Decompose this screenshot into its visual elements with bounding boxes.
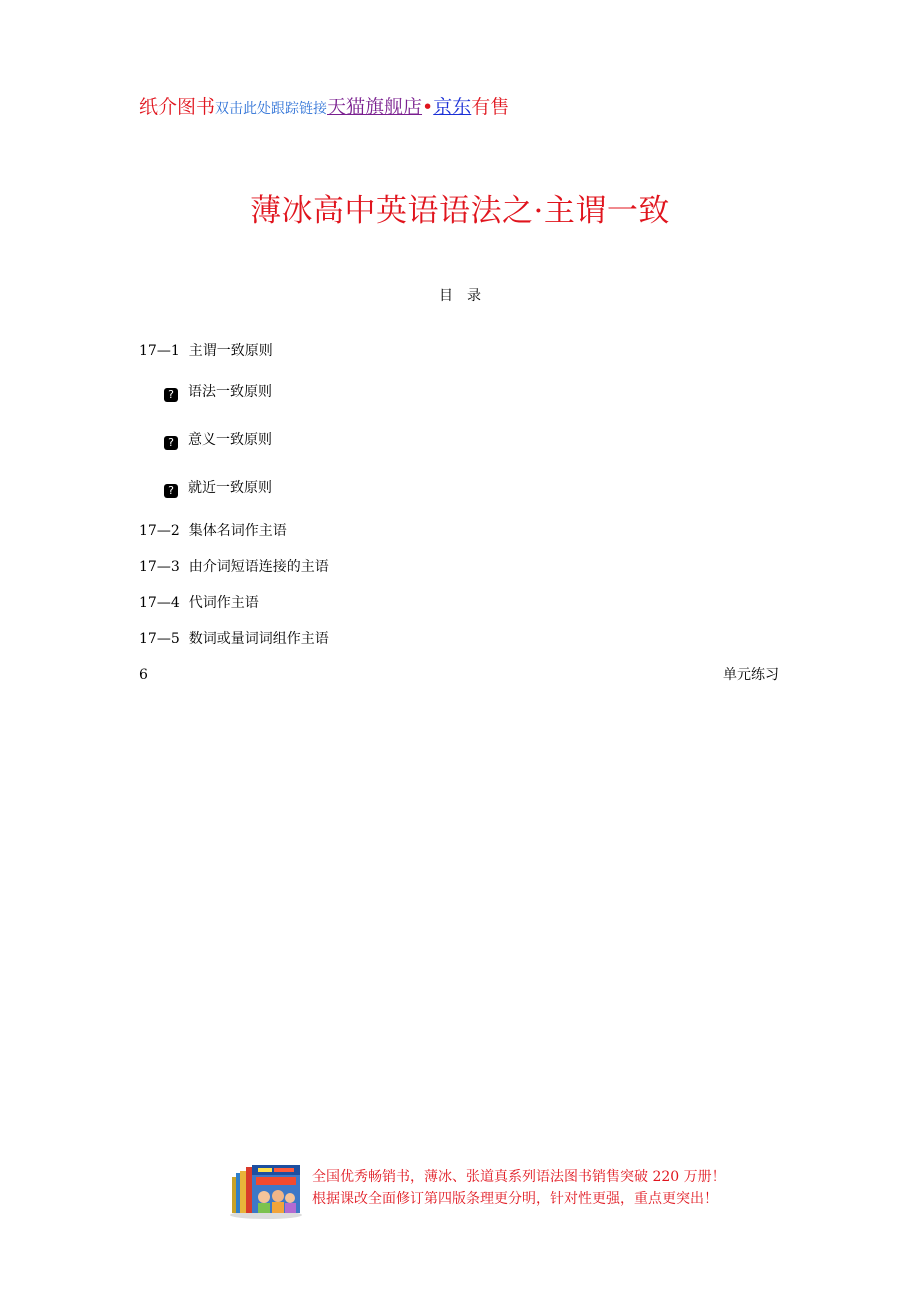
promo-line (139, 94, 509, 122)
toc-subitem-label: 意义一致原则 (188, 432, 272, 448)
jd-store-link[interactable]: 京东 (433, 96, 472, 118)
toc-item-number: 17—2 (139, 523, 180, 539)
toc-heading: 目 录 (439, 288, 481, 304)
toc-item-label: 集体名词作主语 (188, 523, 287, 539)
toc-item-label: 主谓一致原则 (188, 343, 273, 359)
toc-item[interactable] (139, 557, 329, 577)
toc-item-label: 数词或量词词组作主语 (188, 631, 329, 647)
footer-ad-text (312, 1166, 726, 1210)
unit-exercise-number[interactable]: 6 (139, 667, 148, 683)
toc-item-number: 17—5 (139, 631, 180, 647)
toc-subitem[interactable] (164, 430, 272, 450)
toc-subitem-label: 语法一致原则 (188, 384, 272, 400)
bullet-icon: ? (164, 436, 178, 450)
toc-item[interactable] (139, 629, 329, 649)
toc-item-label: 代词作主语 (188, 595, 259, 611)
promo-on-sale: 有售 (471, 96, 510, 118)
footer-ad-line-1: 全国优秀畅销书，薄冰、张道真系列语法图书销售突破 220 万册！ (312, 1169, 726, 1185)
bullet-icon: ? (164, 484, 178, 498)
tmall-store-link[interactable]: 天猫旗舰店 (327, 96, 423, 118)
promo-separator-dot: • (422, 96, 434, 118)
toc-item[interactable] (139, 341, 273, 361)
bullet-icon: ? (164, 388, 178, 402)
toc-item-number: 17—1 (139, 343, 180, 359)
toc-item-label: 由介词短语连接的主语 (188, 559, 329, 575)
promo-double-click-hint: 双击此处跟踪链接 (215, 101, 328, 117)
toc-subitem-label: 就近一致原则 (188, 480, 272, 496)
unit-exercise-label[interactable]: 单元练习 (723, 667, 779, 683)
document-title: 薄冰高中英语语法之·主谓一致 (250, 193, 670, 229)
book-cover-image (228, 1163, 304, 1219)
footer-ad-line-2: 根据课改全面修订第四版条理更分明，针对性更强，重点更突出！ (312, 1191, 718, 1207)
toc-item[interactable] (139, 521, 287, 541)
promo-paper-books: 纸介图书 (139, 96, 216, 118)
toc-subitem[interactable] (164, 382, 272, 402)
toc-item-number: 17—3 (139, 559, 180, 575)
footer-advertisement (228, 1163, 788, 1219)
toc-item-number: 17—4 (139, 595, 180, 611)
toc-subitem[interactable] (164, 478, 272, 498)
toc-item[interactable] (139, 593, 259, 613)
